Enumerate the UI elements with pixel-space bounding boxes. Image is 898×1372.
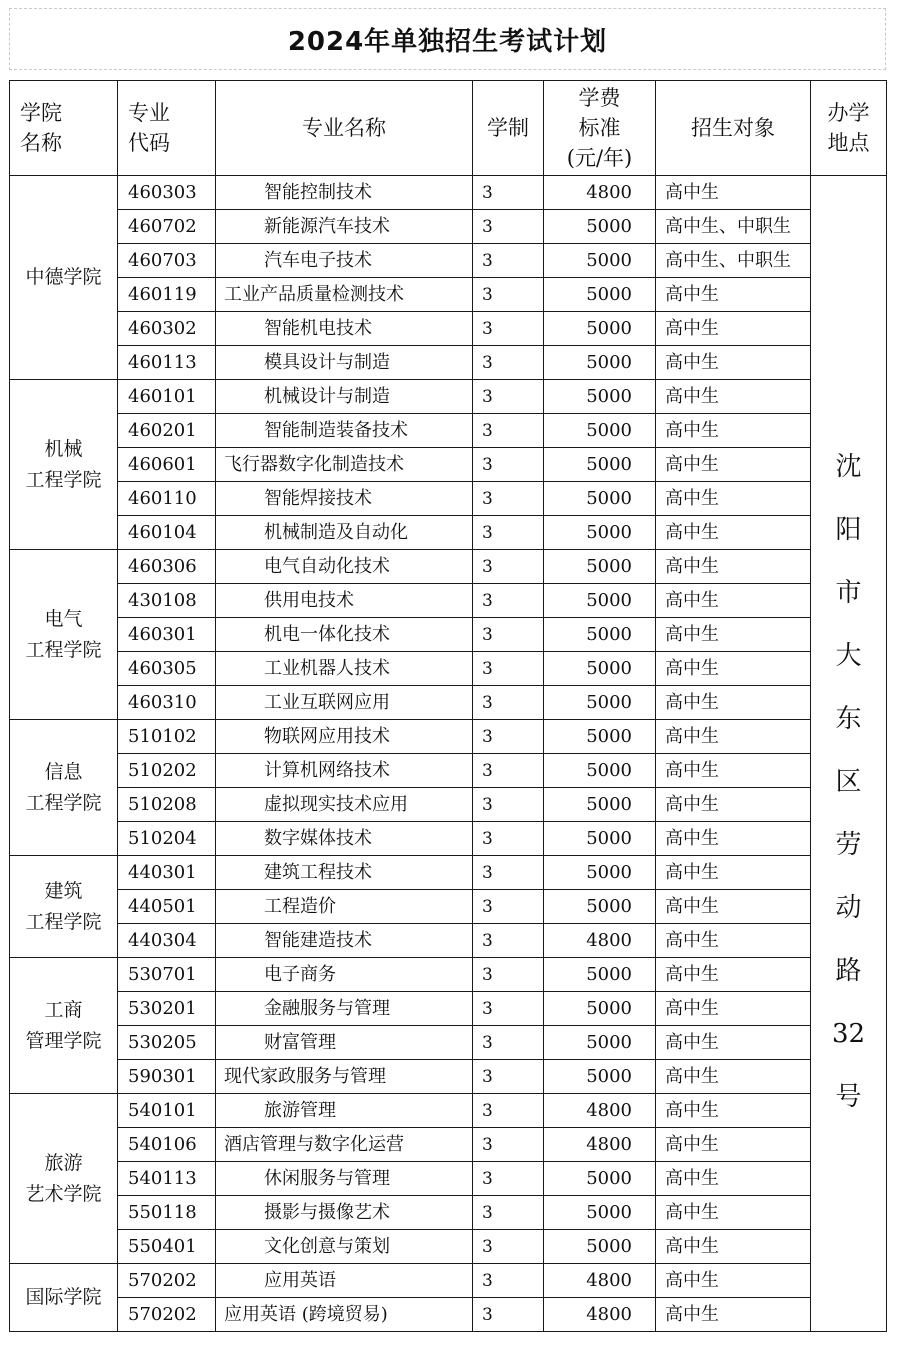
location-char: 东 bbox=[835, 704, 862, 734]
location-char: 动 bbox=[835, 893, 862, 923]
major-name: 数字媒体技术 bbox=[216, 822, 473, 856]
major-code: 440301 bbox=[118, 856, 216, 890]
major-name: 财富管理 bbox=[216, 1026, 473, 1060]
major-name: 智能焊接技术 bbox=[216, 482, 473, 516]
enrollment-target: 高中生 bbox=[656, 1298, 811, 1332]
header-code: 专业 代码 bbox=[118, 81, 216, 176]
tuition-fee: 5000 bbox=[544, 856, 656, 890]
duration: 3 bbox=[473, 1264, 544, 1298]
duration: 3 bbox=[473, 1060, 544, 1094]
major-name: 汽车电子技术 bbox=[216, 244, 473, 278]
header-duration: 学制 bbox=[473, 81, 544, 176]
enrollment-target: 高中生 bbox=[656, 346, 811, 380]
enrollment-target: 高中生 bbox=[656, 312, 811, 346]
duration: 3 bbox=[473, 1094, 544, 1128]
enrollment-target: 高中生 bbox=[656, 992, 811, 1026]
major-code: 530201 bbox=[118, 992, 216, 1026]
enrollment-target: 高中生 bbox=[656, 788, 811, 822]
major-name: 休闲服务与管理 bbox=[216, 1162, 473, 1196]
major-name: 工程造价 bbox=[216, 890, 473, 924]
major-name: 旅游管理 bbox=[216, 1094, 473, 1128]
major-code: 540101 bbox=[118, 1094, 216, 1128]
header-major: 专业名称 bbox=[216, 81, 473, 176]
enrollment-target: 高中生 bbox=[656, 1094, 811, 1128]
major-name: 计算机网络技术 bbox=[216, 754, 473, 788]
location-char: 劳 bbox=[835, 830, 862, 860]
table-row bbox=[10, 1230, 887, 1264]
major-code: 530205 bbox=[118, 1026, 216, 1060]
major-code: 550401 bbox=[118, 1230, 216, 1264]
duration: 3 bbox=[473, 550, 544, 584]
duration: 3 bbox=[473, 176, 544, 210]
major-name: 飞行器数字化制造技术 bbox=[216, 448, 473, 482]
page-title: 2024年单独招生考试计划 bbox=[287, 26, 608, 57]
major-code: 530701 bbox=[118, 958, 216, 992]
enrollment-target: 高中生、中职生 bbox=[656, 210, 811, 244]
table-row bbox=[10, 890, 887, 924]
major-name: 智能机电技术 bbox=[216, 312, 473, 346]
enrollment-target: 高中生 bbox=[656, 720, 811, 754]
major-code: 540106 bbox=[118, 1128, 216, 1162]
major-name: 智能制造装备技术 bbox=[216, 414, 473, 448]
major-code: 550118 bbox=[118, 1196, 216, 1230]
location-char: 沈 bbox=[835, 452, 862, 482]
tuition-fee: 5000 bbox=[544, 210, 656, 244]
major-code: 460119 bbox=[118, 278, 216, 312]
duration: 3 bbox=[473, 1128, 544, 1162]
title-box bbox=[9, 8, 886, 70]
major-name: 物联网应用技术 bbox=[216, 720, 473, 754]
duration: 3 bbox=[473, 278, 544, 312]
tuition-fee: 5000 bbox=[544, 1162, 656, 1196]
enrollment-target: 高中生 bbox=[656, 278, 811, 312]
enrollment-target: 高中生 bbox=[656, 958, 811, 992]
duration: 3 bbox=[473, 924, 544, 958]
enrollment-target: 高中生 bbox=[656, 1128, 811, 1162]
major-name: 智能控制技术 bbox=[216, 176, 473, 210]
enrollment-target: 高中生 bbox=[656, 618, 811, 652]
tuition-fee: 5000 bbox=[544, 380, 656, 414]
tuition-fee: 5000 bbox=[544, 1196, 656, 1230]
tuition-fee: 5000 bbox=[544, 448, 656, 482]
table-row bbox=[10, 176, 887, 210]
enrollment-plan-table bbox=[9, 80, 887, 1332]
table-row bbox=[10, 448, 887, 482]
major-name: 工业互联网应用 bbox=[216, 686, 473, 720]
major-code: 570202 bbox=[118, 1264, 216, 1298]
tuition-fee: 4800 bbox=[544, 1128, 656, 1162]
major-code: 440304 bbox=[118, 924, 216, 958]
tuition-fee: 4800 bbox=[544, 1094, 656, 1128]
table-row bbox=[10, 550, 887, 584]
enrollment-target: 高中生 bbox=[656, 1162, 811, 1196]
table-row bbox=[10, 414, 887, 448]
table-row bbox=[10, 1196, 887, 1230]
major-code: 460305 bbox=[118, 652, 216, 686]
duration: 3 bbox=[473, 754, 544, 788]
major-code: 460101 bbox=[118, 380, 216, 414]
duration: 3 bbox=[473, 584, 544, 618]
major-name: 工业机器人技术 bbox=[216, 652, 473, 686]
major-code: 460703 bbox=[118, 244, 216, 278]
major-code: 510202 bbox=[118, 754, 216, 788]
table-row bbox=[10, 244, 887, 278]
major-code: 460601 bbox=[118, 448, 216, 482]
tuition-fee: 5000 bbox=[544, 1026, 656, 1060]
major-name: 酒店管理与数字化运营 bbox=[216, 1128, 473, 1162]
major-code: 440501 bbox=[118, 890, 216, 924]
table-row bbox=[10, 1026, 887, 1060]
college-name: 国际学院 bbox=[10, 1264, 118, 1332]
table-row bbox=[10, 1162, 887, 1196]
major-code: 590301 bbox=[118, 1060, 216, 1094]
college-name: 信息 工程学院 bbox=[10, 720, 118, 856]
location-char: 32 bbox=[831, 1019, 866, 1049]
table-row bbox=[10, 788, 887, 822]
duration: 3 bbox=[473, 380, 544, 414]
tuition-fee: 4800 bbox=[544, 176, 656, 210]
major-name: 文化创意与策划 bbox=[216, 1230, 473, 1264]
enrollment-target: 高中生 bbox=[656, 652, 811, 686]
tuition-fee: 5000 bbox=[544, 618, 656, 652]
duration: 3 bbox=[473, 856, 544, 890]
college-name: 旅游 艺术学院 bbox=[10, 1094, 118, 1264]
enrollment-target: 高中生 bbox=[656, 1196, 811, 1230]
table-row bbox=[10, 686, 887, 720]
tuition-fee: 5000 bbox=[544, 958, 656, 992]
enrollment-target: 高中生 bbox=[656, 414, 811, 448]
table-row bbox=[10, 346, 887, 380]
major-code: 460702 bbox=[118, 210, 216, 244]
duration: 3 bbox=[473, 516, 544, 550]
tuition-fee: 5000 bbox=[544, 1060, 656, 1094]
major-name: 供用电技术 bbox=[216, 584, 473, 618]
major-name: 应用英语 bbox=[216, 1264, 473, 1298]
enrollment-target: 高中生 bbox=[656, 1026, 811, 1060]
duration: 3 bbox=[473, 1230, 544, 1264]
major-code: 510208 bbox=[118, 788, 216, 822]
table-row bbox=[10, 1128, 887, 1162]
duration: 3 bbox=[473, 618, 544, 652]
major-name: 金融服务与管理 bbox=[216, 992, 473, 1026]
duration: 3 bbox=[473, 890, 544, 924]
table-row bbox=[10, 924, 887, 958]
major-name: 建筑工程技术 bbox=[216, 856, 473, 890]
enrollment-target: 高中生 bbox=[656, 822, 811, 856]
tuition-fee: 4800 bbox=[544, 1298, 656, 1332]
major-name: 电子商务 bbox=[216, 958, 473, 992]
enrollment-target: 高中生 bbox=[656, 550, 811, 584]
table-row bbox=[10, 1298, 887, 1332]
header-location: 办学 地点 bbox=[811, 81, 887, 176]
major-code: 460113 bbox=[118, 346, 216, 380]
major-code: 460303 bbox=[118, 176, 216, 210]
major-name: 机电一体化技术 bbox=[216, 618, 473, 652]
tuition-fee: 5000 bbox=[544, 992, 656, 1026]
enrollment-target: 高中生 bbox=[656, 1230, 811, 1264]
major-name: 机械制造及自动化 bbox=[216, 516, 473, 550]
enrollment-target: 高中生 bbox=[656, 686, 811, 720]
duration: 3 bbox=[473, 1026, 544, 1060]
enrollment-target: 高中生 bbox=[656, 584, 811, 618]
header-target: 招生对象 bbox=[656, 81, 811, 176]
major-name: 电气自动化技术 bbox=[216, 550, 473, 584]
enrollment-target: 高中生 bbox=[656, 890, 811, 924]
tuition-fee: 5000 bbox=[544, 686, 656, 720]
table-row bbox=[10, 380, 887, 414]
enrollment-target: 高中生 bbox=[656, 448, 811, 482]
enrollment-target: 高中生 bbox=[656, 856, 811, 890]
header-college: 学院 名称 bbox=[10, 81, 118, 176]
enrollment-target: 高中生 bbox=[656, 380, 811, 414]
major-name: 模具设计与制造 bbox=[216, 346, 473, 380]
college-name: 工商 管理学院 bbox=[10, 958, 118, 1094]
major-code: 460306 bbox=[118, 550, 216, 584]
duration: 3 bbox=[473, 992, 544, 1026]
enrollment-target: 高中生 bbox=[656, 1060, 811, 1094]
table-row bbox=[10, 278, 887, 312]
duration: 3 bbox=[473, 482, 544, 516]
major-code: 510204 bbox=[118, 822, 216, 856]
major-name: 机械设计与制造 bbox=[216, 380, 473, 414]
table-row bbox=[10, 856, 887, 890]
table-row bbox=[10, 652, 887, 686]
enrollment-target: 高中生 bbox=[656, 516, 811, 550]
duration: 3 bbox=[473, 1298, 544, 1332]
tuition-fee: 5000 bbox=[544, 652, 656, 686]
college-name: 中德学院 bbox=[10, 176, 118, 380]
header-fee: 学费 标准 (元/年) bbox=[544, 81, 656, 176]
major-code: 460310 bbox=[118, 686, 216, 720]
major-code: 570202 bbox=[118, 1298, 216, 1332]
duration: 3 bbox=[473, 414, 544, 448]
tuition-fee: 5000 bbox=[544, 584, 656, 618]
duration: 3 bbox=[473, 720, 544, 754]
enrollment-target: 高中生 bbox=[656, 482, 811, 516]
table-row bbox=[10, 312, 887, 346]
duration: 3 bbox=[473, 244, 544, 278]
tuition-fee: 5000 bbox=[544, 414, 656, 448]
table-row bbox=[10, 516, 887, 550]
table-row bbox=[10, 1264, 887, 1298]
table-row bbox=[10, 618, 887, 652]
table-row bbox=[10, 210, 887, 244]
enrollment-target: 高中生 bbox=[656, 754, 811, 788]
location-char: 区 bbox=[835, 767, 862, 797]
duration: 3 bbox=[473, 210, 544, 244]
major-code: 460104 bbox=[118, 516, 216, 550]
duration: 3 bbox=[473, 822, 544, 856]
major-name: 新能源汽车技术 bbox=[216, 210, 473, 244]
table-row bbox=[10, 720, 887, 754]
enrollment-target: 高中生 bbox=[656, 1264, 811, 1298]
major-code: 460201 bbox=[118, 414, 216, 448]
major-name: 应用英语 (跨境贸易) bbox=[216, 1298, 473, 1332]
header-row bbox=[10, 81, 887, 176]
major-name: 虚拟现实技术应用 bbox=[216, 788, 473, 822]
enrollment-target: 高中生、中职生 bbox=[656, 244, 811, 278]
tuition-fee: 5000 bbox=[544, 720, 656, 754]
location-char: 大 bbox=[835, 641, 862, 671]
tuition-fee: 5000 bbox=[544, 1230, 656, 1264]
tuition-fee: 5000 bbox=[544, 516, 656, 550]
major-name: 摄影与摄像艺术 bbox=[216, 1196, 473, 1230]
major-code: 540113 bbox=[118, 1162, 216, 1196]
major-name: 工业产品质量检测技术 bbox=[216, 278, 473, 312]
duration: 3 bbox=[473, 346, 544, 380]
tuition-fee: 5000 bbox=[544, 346, 656, 380]
tuition-fee: 5000 bbox=[544, 550, 656, 584]
tuition-fee: 5000 bbox=[544, 822, 656, 856]
table-row bbox=[10, 482, 887, 516]
tuition-fee: 5000 bbox=[544, 788, 656, 822]
duration: 3 bbox=[473, 958, 544, 992]
table-row bbox=[10, 1094, 887, 1128]
table-row bbox=[10, 1060, 887, 1094]
duration: 3 bbox=[473, 686, 544, 720]
location-char: 阳 bbox=[835, 515, 862, 545]
tuition-fee: 5000 bbox=[544, 244, 656, 278]
college-name: 机械 工程学院 bbox=[10, 380, 118, 550]
major-code: 510102 bbox=[118, 720, 216, 754]
table-row bbox=[10, 958, 887, 992]
college-name: 建筑 工程学院 bbox=[10, 856, 118, 958]
major-code: 430108 bbox=[118, 584, 216, 618]
table-body bbox=[10, 176, 887, 1332]
enrollment-target: 高中生 bbox=[656, 176, 811, 210]
major-name: 智能建造技术 bbox=[216, 924, 473, 958]
duration: 3 bbox=[473, 652, 544, 686]
tuition-fee: 5000 bbox=[544, 312, 656, 346]
table-row bbox=[10, 754, 887, 788]
location-char: 路 bbox=[835, 956, 862, 986]
location-char: 市 bbox=[835, 578, 862, 608]
major-code: 460301 bbox=[118, 618, 216, 652]
college-name: 电气 工程学院 bbox=[10, 550, 118, 720]
table-row bbox=[10, 992, 887, 1026]
duration: 3 bbox=[473, 448, 544, 482]
table-row bbox=[10, 822, 887, 856]
tuition-fee: 4800 bbox=[544, 924, 656, 958]
tuition-fee: 5000 bbox=[544, 754, 656, 788]
duration: 3 bbox=[473, 1162, 544, 1196]
major-code: 460302 bbox=[118, 312, 216, 346]
major-name: 现代家政服务与管理 bbox=[216, 1060, 473, 1094]
tuition-fee: 4800 bbox=[544, 1264, 656, 1298]
table-row bbox=[10, 584, 887, 618]
duration: 3 bbox=[473, 1196, 544, 1230]
tuition-fee: 5000 bbox=[544, 278, 656, 312]
location-char: 号 bbox=[835, 1082, 862, 1112]
duration: 3 bbox=[473, 312, 544, 346]
tuition-fee: 5000 bbox=[544, 482, 656, 516]
duration: 3 bbox=[473, 788, 544, 822]
school-location bbox=[811, 176, 887, 1332]
major-code: 460110 bbox=[118, 482, 216, 516]
tuition-fee: 5000 bbox=[544, 890, 656, 924]
enrollment-target: 高中生 bbox=[656, 924, 811, 958]
